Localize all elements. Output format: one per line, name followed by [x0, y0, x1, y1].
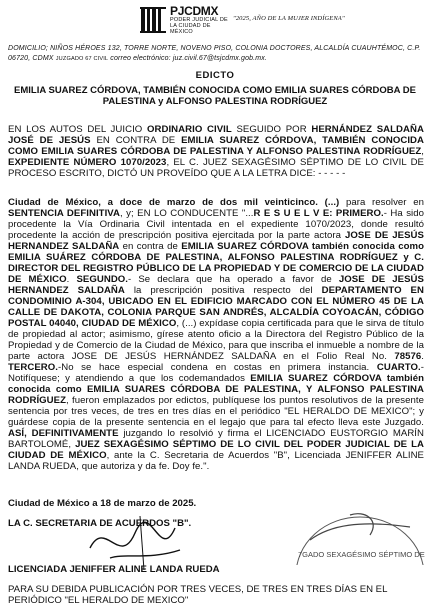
parties-heading: EMILIA SUAREZ CÓRDOVA, TAMBIÉN CONOCIDA COMO EMILIA SUARES CÓRDOBA DE PALESTINA y ALFONSO PALESTINA RODRÍGUEZ — [14, 85, 416, 107]
address-line1: DOMICILIO; NIÑOS HÉROES 132, TORRE NORTE, NOVENO PISO, COLONIA DOCTORES, ALCALDÍA CUAUHTÉMOC, C.P. — [8, 45, 421, 52]
org-subtitle: PODER JUDICIAL DE LA CIUDAD DE MÉXICO — [170, 17, 228, 35]
intro-paragraph: EN LOS AUTOS DEL JUICIO ORDINARIO CIVIL SEGUIDO POR HERNÁNDEZ SALDAÑA JOSÉ DE JESÚS EN CONTRA DE EMILIA SUAREZ CÓRDOVA, TAMBIÉN CONOCIDA COMO EMILIA SUARES CÓRDOBA DE PALESTINA Y ALFONSO PALESTINA RODRÍGUEZ, EXPEDIENTE NÚMERO 1070/2023, EL C. JUEZ SEXAGÉSIMO SÉPTIMO DE LO CIVIL DE PROCESO ESCRITO, DICTÓ UN PROVEÍDO QUE A LA LETRA DICE: - - - - - — [8, 124, 425, 179]
address-line2: 06720, CDMX — [8, 54, 54, 62]
signature-date: Ciudad de México a 18 de marzo de 2025. — [8, 498, 197, 509]
court-name: JUZGADO 67 CIVIL — [55, 55, 109, 62]
year-motto: "2025, AÑO DE LA MUJER INDÍGENA" — [233, 15, 345, 22]
pjcdmx-logo-icon — [138, 5, 168, 35]
court-address — [8, 44, 424, 64]
org-name: PJCDMX — [170, 4, 219, 18]
resolution-paragraph: Ciudad de México, a doce de marzo de dos mil veinticinco. (...) para resolver en SENTENCIA DEFINITIVA, y; EN LO CONDUCENTE "...R E S U E L V E: PRIMERO.- Ha sido procedente la Vía Ordinaria Civil intentada en el expediente 1070/2023, donde resultó procedente la acción de prescripción positiva ejercitada por la parte actora JOSE DE JESÚS HERNANDEZ SALDAÑA en contra de EMILIA SUAREZ CÓRDOVA también conocida como EMILIA SUÁREZ CÓRDOBA DE PALESTINA, ALFONSO PALESTINA RODRÍGUEZ y C. DIRECTOR DEL REGISTRO PÚBLICO DE LA PROPIEDAD Y DE COMERCIO DE LA CIUDAD DE MÉXICO. SEGUNDO.- Se declara que ha operado a favor de JOSE DE JESÚS HERNANDEZ SALDAÑA la prescripción positiva respecto del DEPARTAMENTO EN CONDOMINIO A-304, UBICADO EN EL EDIFICIO MARCADO CON EL NÚMERO 45 DE LA CALLE DE DAKOTA, COLONIA PARQUE SAN ANDRÉS, ALCALDÍA COYOACÁN, CÓDIGO POSTAL 04040, CIUDAD DE MÉXICO, (...) expídase copia certificada para que le sirva de título de propiedad al actor; asimismo, gírese atento oficio a la Directora del Registro Público de la Propiedad y de Comercio de la Ciudad de México, para que inscriba el inmueble a nombre de la parte actora JOSE DE JESÚS HERNÁNDEZ SALDAÑA en el Folio Real No. 78576. TERCERO.-No se hace especial condena en costas en primera instancia. CUARTO.- Notifíquese; y atendiendo a que los codemandados EMILIA SUAREZ CÓRDOVA también conocida como EMILIA SUARES CÓRDOBA DE PALESTINA, Y ALFONSO PALESTINA RODRÍGUEZ, fueron emplazados por edictos, publíquese los puntos resolutivos de la presente sentencia por tres veces, de tres en tres días en el periódico "EL HERALDO DE MEXICO"; y guárdese copia de la presente sentencia en el legajo que para tal efecto lleva este Juzgado. ASÍ, DEFINITIVAMENTE juzgando lo resolvió y firma el LICENCIADO EUSTORGIO MARÍN BARTOLOMÉ, JUEZ SEXAGÉSIMO SÉPTIMO DE LO CIVIL DEL PODER JUDICIAL DE LA CIUDAD DE MÉXICO, ante la C. Secretaria de Acuerdos "B", Licenciada JENIFFER ALINE LANDA RUEDA, que autoriza y da fe. Doy fe.". — [8, 197, 424, 472]
letterhead — [0, 0, 430, 44]
secretary-name: LICENCIADA JENIFFER ALINE LANDA RUEDA — [8, 564, 220, 575]
stamp-text: 7GADO SEXAGÉSIMO SÉPTIMO DE — [298, 550, 425, 559]
court-seal-stamp-icon — [290, 505, 430, 565]
document-title: EDICTO — [195, 70, 235, 81]
court-email: correo electrónico: juz.civil.67@tsjcdmx.gob.mx. — [110, 54, 267, 62]
secretary-title: LA C. SECRETARIA DE ACUERDOS "B". — [8, 518, 192, 529]
publication-note: PARA SU DEBIDA PUBLICACIÓN POR TRES VECES, DE TRES EN TRES DÍAS EN EL PERIÓDICO "EL HERALDO DE MEXICO" — [8, 584, 388, 606]
